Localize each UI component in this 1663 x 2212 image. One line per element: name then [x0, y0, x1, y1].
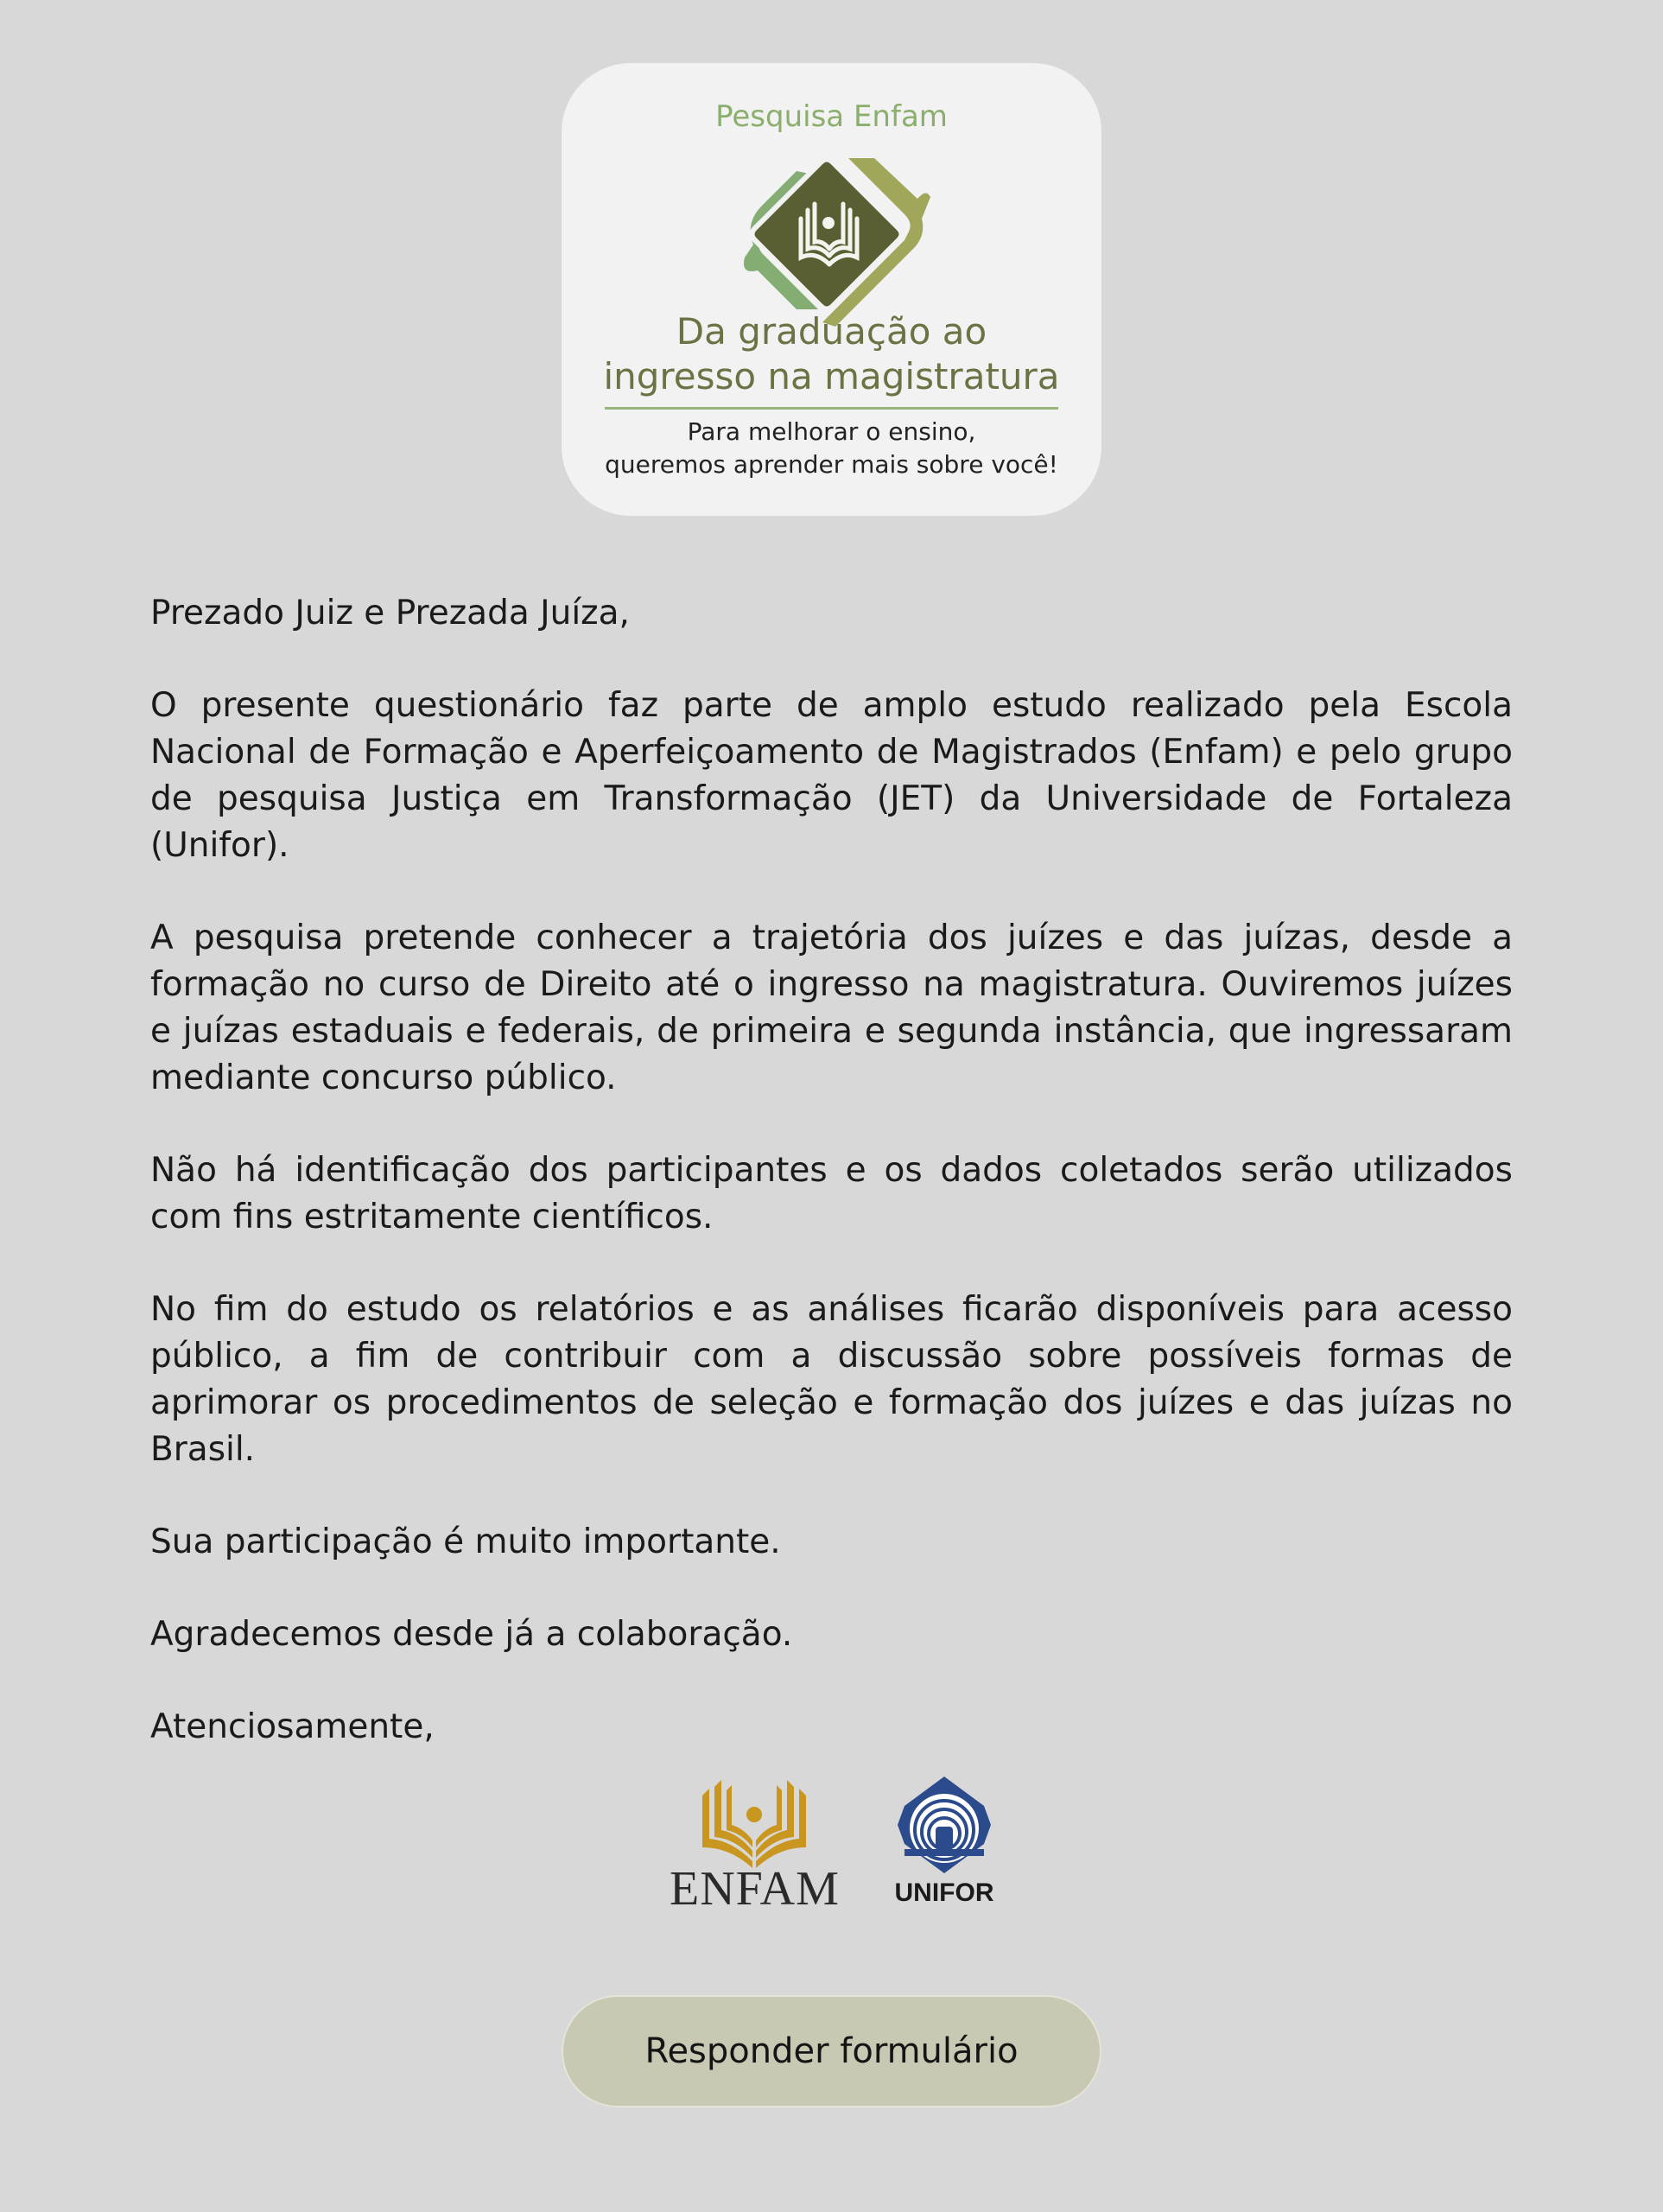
letter-greeting: Prezado Juiz e Prezada Juíza,: [150, 594, 630, 632]
enfam-wordmark: ENFAM: [670, 1862, 840, 1916]
letter-paragraph: A pesquisa pretende conhecer a trajetória dos juízes e das juízas, desde a formação no curso de Direito até o ingresso na magistratura. Ouviremos juízes e juízas estaduais e federais, de primeira e segunda instância, que ingressaram mediante concurso público.: [150, 918, 1513, 1097]
banner-kicker: Pesquisa Enfam: [715, 99, 948, 134]
banner-title-line: Da graduação ao: [676, 310, 987, 353]
letter-paragraph: O presente questionário faz parte de amplo estudo realizado pela Escola Nacional de Formação e Aperfeiçoamento de Magistrados (Enfam) e pelo grupo de pesquisa Justiça em Transformação (JET) da Universidade de Fortaleza (Unifor).: [150, 686, 1513, 865]
letter-paragraph: No fim do estudo os relatórios e as análises ficarão disponíveis para acesso público, a fim de contribuir com a discussão sobre possíveis formas de aprimorar os procedimentos de seleção e formação dos juízes e das juízas no Brasil.: [150, 1290, 1513, 1469]
unifor-emblem-icon: [898, 1777, 991, 1873]
banner-subtitle-line: queremos aprender mais sobre você!: [605, 450, 1058, 479]
unifor-logo: [891, 1777, 998, 1915]
letter-paragraph: Não há identificação dos participantes e os dados coletados serão utilizados com fins estritamente científicos.: [150, 1151, 1513, 1236]
respond-form-button[interactable]: Responder formulário: [562, 1995, 1101, 2107]
letter-paragraph: Agradecemos desde já a colaboração.: [150, 1615, 793, 1654]
banner-title: [562, 309, 1101, 399]
banner-title-line: ingresso na magistratura: [603, 355, 1060, 397]
letter-closing: Atenciosamente,: [150, 1707, 435, 1746]
enfam-logo: [670, 1777, 838, 1915]
enfam-book-icon: [699, 1778, 809, 1868]
banner-subtitle: [562, 416, 1101, 481]
open-book-diamond-emblem-icon: [736, 145, 930, 331]
invitation-letter: [150, 590, 1513, 1796]
letter-paragraph: Sua participação é muito importante.: [150, 1522, 781, 1561]
survey-banner: [562, 63, 1101, 516]
banner-subtitle-line: Para melhorar o ensino,: [687, 417, 976, 446]
institution-logos: [670, 1777, 998, 1915]
unifor-wordmark: UNIFOR: [894, 1878, 994, 1907]
banner-divider: [605, 407, 1058, 410]
